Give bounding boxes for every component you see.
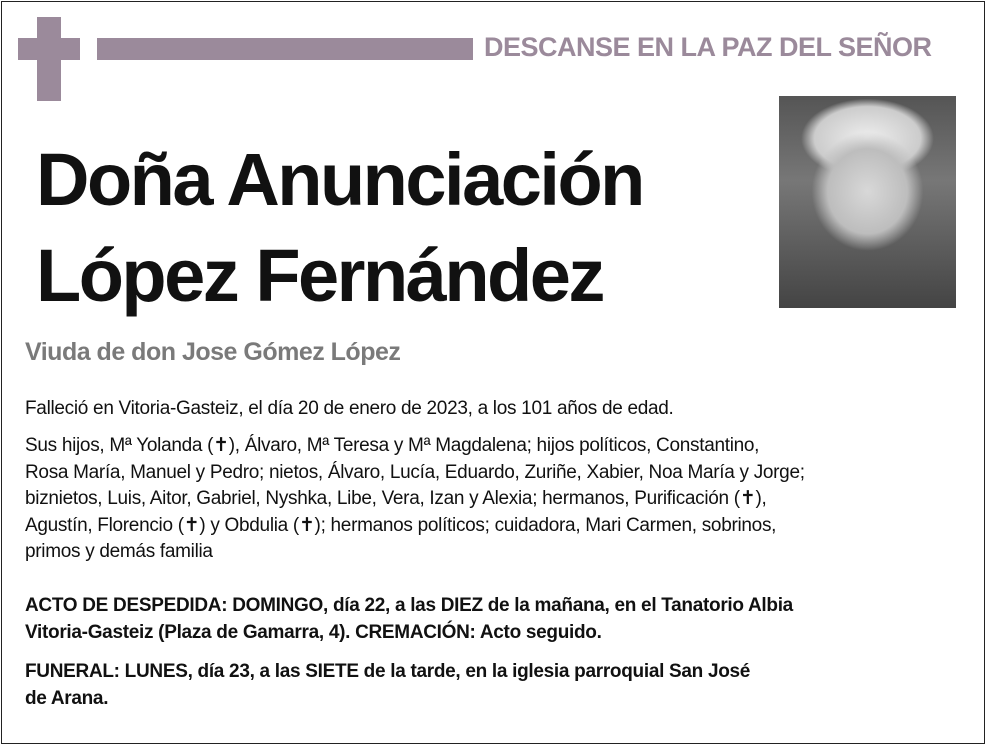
header-rule: [97, 38, 473, 60]
text-line: Vitoria-Gasteiz (Plaza de Gamarra, 4). CREMACIÓN: Acto seguido.: [25, 621, 602, 643]
family-list: [25, 433, 805, 566]
text-line: FUNERAL: LUNES, día 23, a las SIETE de la tarde, en la iglesia parroquial San José: [25, 661, 751, 682]
cross-icon-arm: [18, 38, 80, 60]
text-line: Agustín, Florencio (✝) y Obdulia (✝); hermanos políticos; cuidadora, Mari Carmen, sobrinos,: [25, 514, 777, 536]
portrait-photo: [779, 96, 956, 308]
text-line: ACTO DE DESPEDIDA: DOMINGO, día 22, a las DIEZ de la mañana, en el Tanatorio Albia: [25, 595, 793, 616]
death-notice: [25, 396, 674, 423]
name-line: Doña Anunciación: [36, 138, 643, 221]
text-line: primos y demás familia: [25, 541, 213, 562]
text-line: Falleció en Vitoria-Gasteiz, el día 20 de enero de 2023, a los 101 años de edad.: [25, 398, 674, 419]
header-title: DESCANSE EN LA PAZ DEL SEÑOR: [484, 32, 932, 62]
subtitle: Viuda de don Jose Gómez López: [25, 338, 401, 366]
deceased-name: [36, 132, 643, 324]
text-line: Rosa María, Manuel y Pedro; nietos, Álvaro, Lucía, Eduardo, Zuriñe, Xabier, Noa María y Jorge;: [25, 461, 805, 483]
farewell-info: [25, 593, 793, 646]
funeral-info: [25, 659, 750, 712]
name-line: López Fernández: [36, 234, 603, 317]
text-line: de Arana.: [25, 687, 109, 709]
text-line: Sus hijos, Mª Yolanda (✝), Álvaro, Mª Teresa y Mª Magdalena; hijos políticos, Constantino,: [25, 435, 760, 456]
text-line: biznietos, Luis, Aitor, Gabriel, Nyshka, Libe, Vera, Izan y Alexia; hermanos, Purificación (✝),: [25, 488, 767, 509]
